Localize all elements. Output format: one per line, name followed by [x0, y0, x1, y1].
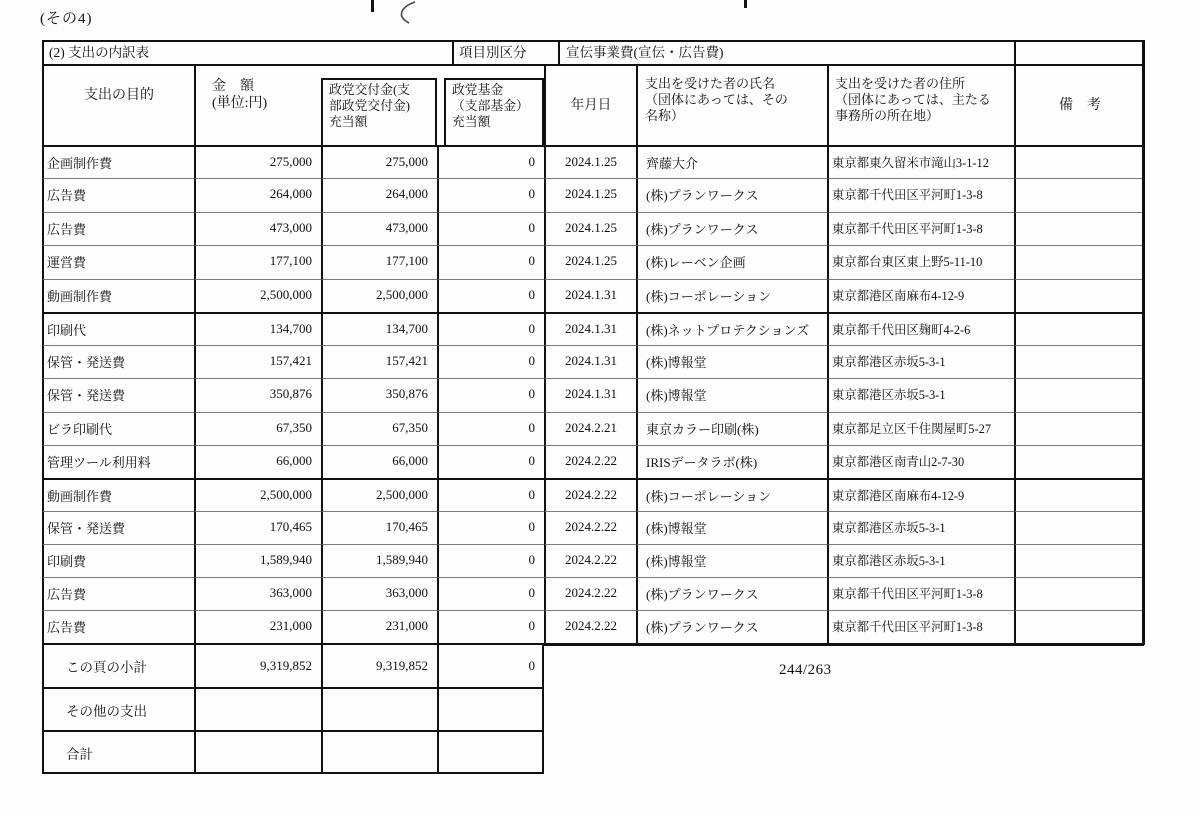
- summary-cell-fund: [437, 687, 544, 730]
- cell-fund: 0: [437, 478, 544, 511]
- category-value: 宣伝事業費(宣伝・広告費): [558, 40, 1014, 64]
- cell-name: (株)プランワークス: [636, 212, 827, 245]
- cell-address: 東京都東久留米市滝山3-1-12: [827, 145, 1014, 178]
- cell-remarks: [1014, 577, 1144, 610]
- cell-amount: 264,000: [194, 178, 321, 211]
- summary-cell-amount: 9,319,852: [194, 643, 321, 687]
- cell-address: 東京都千代田区平河町1-3-8: [827, 178, 1014, 211]
- cell-name: 東京カラー印刷(株): [636, 412, 827, 445]
- cell-amount: 363,000: [194, 577, 321, 610]
- cell-date: 2024.1.25: [544, 212, 636, 245]
- corner-note: (その4): [40, 11, 93, 27]
- cell-address: 東京都千代田区麹町4-2-6: [827, 312, 1014, 345]
- cell-remarks: [1014, 245, 1144, 278]
- summary-cell-label: この頁の小計: [42, 643, 194, 687]
- cell-date: 2024.1.31: [544, 312, 636, 345]
- cell-remarks: [1014, 544, 1144, 577]
- cell-date: 2024.1.25: [544, 178, 636, 211]
- cell-address: 東京都港区赤坂5-3-1: [827, 378, 1014, 411]
- summary-cell-amount: [194, 687, 321, 730]
- cell-purpose: 保管・発送費: [42, 378, 194, 411]
- cell-fund: 0: [437, 378, 544, 411]
- cell-remarks: [1014, 610, 1144, 643]
- cell-fund: 0: [437, 511, 544, 544]
- cell-remarks: [1014, 378, 1144, 411]
- header-remarks: 備 考: [1014, 64, 1144, 145]
- summary-cell-grant: [321, 687, 437, 730]
- cell-name: (株)プランワークス: [636, 178, 827, 211]
- cell-amount: 2,500,000: [194, 478, 321, 511]
- cell-purpose: 広告費: [42, 610, 194, 643]
- cell-purpose: 広告費: [42, 178, 194, 211]
- cell-fund: 0: [437, 178, 544, 211]
- header-fund: 政党基金 （支部基金） 充当額: [444, 78, 544, 147]
- summary-right-border: [542, 643, 545, 774]
- cell-fund: 0: [437, 577, 544, 610]
- cell-date: 2024.2.22: [544, 577, 636, 610]
- cell-remarks: [1014, 178, 1144, 211]
- cell-amount: 170,465: [194, 511, 321, 544]
- cell-amount: 157,421: [194, 345, 321, 378]
- cell-amount: 275,000: [194, 145, 321, 178]
- cell-purpose: ビラ印刷代: [42, 412, 194, 445]
- cell-grant: 2,500,000: [321, 478, 437, 511]
- cell-grant: 363,000: [321, 577, 437, 610]
- summary-cell-grant: [321, 730, 437, 774]
- cell-date: 2024.2.22: [544, 610, 636, 643]
- cell-address: 東京都港区赤坂5-3-1: [827, 544, 1014, 577]
- cell-date: 2024.2.21: [544, 412, 636, 445]
- cell-address: 東京都台東区東上野5-11-10: [827, 245, 1014, 278]
- cell-fund: 0: [437, 145, 544, 178]
- cell-remarks: [1014, 511, 1144, 544]
- cell-name: IRISデータラボ(株): [636, 445, 827, 478]
- cell-name: (株)レーベン企画: [636, 245, 827, 278]
- cell-purpose: 動画制作費: [42, 279, 194, 312]
- cell-address: 東京都千代田区平河町1-3-8: [827, 212, 1014, 245]
- cell-purpose: 動画制作費: [42, 478, 194, 511]
- cell-address: 東京都港区赤坂5-3-1: [827, 345, 1014, 378]
- cell-amount: 350,876: [194, 378, 321, 411]
- cell-remarks: [1014, 145, 1144, 178]
- table-bottom-border: [544, 643, 1144, 646]
- cell-amount: 473,000: [194, 212, 321, 245]
- cell-grant: 66,000: [321, 445, 437, 478]
- cell-name: (株)プランワークス: [636, 610, 827, 643]
- cell-date: 2024.2.22: [544, 544, 636, 577]
- cell-purpose: 企画制作費: [42, 145, 194, 178]
- header-amount-label: 金 額 (単位:円): [212, 79, 268, 111]
- cell-remarks: [1014, 279, 1144, 312]
- cell-grant: 473,000: [321, 212, 437, 245]
- cell-grant: 67,350: [321, 412, 437, 445]
- cell-amount: 2,500,000: [194, 279, 321, 312]
- header-payee-address: 支出を受けた者の住所 （団体にあっては、主たる 事務所の所在地）: [827, 64, 1014, 145]
- header-date: 年月日: [544, 64, 636, 145]
- cell-fund: 0: [437, 445, 544, 478]
- summary-cell-fund: [437, 730, 544, 774]
- cell-grant: 275,000: [321, 145, 437, 178]
- cell-purpose: 保管・発送費: [42, 511, 194, 544]
- cell-remarks: [1014, 212, 1144, 245]
- cell-remarks: [1014, 345, 1144, 378]
- scan-artifact-tick: [744, 0, 747, 8]
- cell-amount: 134,700: [194, 312, 321, 345]
- cell-purpose: 印刷費: [42, 544, 194, 577]
- cell-address: 東京都千代田区平河町1-3-8: [827, 610, 1014, 643]
- strip-empty-cell: [1014, 40, 1144, 64]
- cell-grant: 157,421: [321, 345, 437, 378]
- cell-remarks: [1014, 412, 1144, 445]
- cell-date: 2024.2.22: [544, 511, 636, 544]
- cell-date: 2024.1.25: [544, 145, 636, 178]
- cell-name: 齊藤大介: [636, 145, 827, 178]
- table-title: (2) 支出の内訳表: [42, 40, 452, 64]
- cell-purpose: 管理ツール利用料: [42, 445, 194, 478]
- cell-date: 2024.1.25: [544, 245, 636, 278]
- cell-purpose: 印刷代: [42, 312, 194, 345]
- cell-fund: 0: [437, 412, 544, 445]
- cell-grant: 177,100: [321, 245, 437, 278]
- cell-date: 2024.2.22: [544, 478, 636, 511]
- cell-name: (株)博報堂: [636, 511, 827, 544]
- cell-name: (株)博報堂: [636, 544, 827, 577]
- cell-purpose: 運営費: [42, 245, 194, 278]
- summary-cell-amount: [194, 730, 321, 774]
- cell-grant: 264,000: [321, 178, 437, 211]
- cell-purpose: 保管・発送費: [42, 345, 194, 378]
- cell-grant: 170,465: [321, 511, 437, 544]
- cell-fund: 0: [437, 312, 544, 345]
- summary-cell-grant: 9,319,852: [321, 643, 437, 687]
- cell-remarks: [1014, 312, 1144, 345]
- cell-purpose: 広告費: [42, 212, 194, 245]
- cell-date: 2024.1.31: [544, 345, 636, 378]
- scan-artifact-tick: [371, 0, 374, 12]
- cell-fund: 0: [437, 544, 544, 577]
- summary-bottom-border: [42, 772, 544, 775]
- header-grant: 政党交付金(支 部政党交付金) 充当額: [321, 78, 437, 147]
- cell-address: 東京都港区南麻布4-12-9: [827, 279, 1014, 312]
- cell-grant: 231,000: [321, 610, 437, 643]
- cell-fund: 0: [437, 279, 544, 312]
- cell-address: 東京都港区赤坂5-3-1: [827, 511, 1014, 544]
- cell-grant: 350,876: [321, 378, 437, 411]
- cell-address: 東京都千代田区平河町1-3-8: [827, 577, 1014, 610]
- page-number: 244/263: [779, 662, 832, 678]
- cell-fund: 0: [437, 345, 544, 378]
- cell-date: 2024.1.31: [544, 378, 636, 411]
- header-payee-name: 支出を受けた者の氏名 （団体にあっては、その 名称）: [636, 64, 827, 145]
- cell-date: 2024.1.31: [544, 279, 636, 312]
- cell-fund: 0: [437, 610, 544, 643]
- table-right-border: [1142, 40, 1145, 645]
- cell-name: (株)博報堂: [636, 378, 827, 411]
- cell-remarks: [1014, 445, 1144, 478]
- cell-name: (株)博報堂: [636, 345, 827, 378]
- cell-name: (株)コーポレーション: [636, 279, 827, 312]
- cell-name: (株)プランワークス: [636, 577, 827, 610]
- cell-address: 東京都足立区千住関屋町5-27: [827, 412, 1014, 445]
- summary-cell-label: 合計: [42, 730, 194, 774]
- cell-purpose: 広告費: [42, 577, 194, 610]
- cell-amount: 66,000: [194, 445, 321, 478]
- cell-address: 東京都港区南青山2-7-30: [827, 445, 1014, 478]
- cell-fund: 0: [437, 212, 544, 245]
- category-label: 項目別区分: [452, 40, 558, 64]
- cell-address: 東京都港区南麻布4-12-9: [827, 478, 1014, 511]
- cell-fund: 0: [437, 245, 544, 278]
- cell-amount: 1,589,940: [194, 544, 321, 577]
- cell-name: (株)コーポレーション: [636, 478, 827, 511]
- scan-artifact-curve: [388, 0, 428, 26]
- cell-date: 2024.2.22: [544, 445, 636, 478]
- cell-grant: 1,589,940: [321, 544, 437, 577]
- summary-cell-fund: 0: [437, 643, 544, 687]
- cell-grant: 134,700: [321, 312, 437, 345]
- cell-amount: 177,100: [194, 245, 321, 278]
- cell-amount: 67,350: [194, 412, 321, 445]
- summary-cell-label: その他の支出: [42, 687, 194, 730]
- cell-amount: 231,000: [194, 610, 321, 643]
- cell-remarks: [1014, 478, 1144, 511]
- cell-name: (株)ネットプロテクションズ: [636, 312, 827, 345]
- cell-grant: 2,500,000: [321, 279, 437, 312]
- header-purpose: 支出の目的: [42, 64, 194, 145]
